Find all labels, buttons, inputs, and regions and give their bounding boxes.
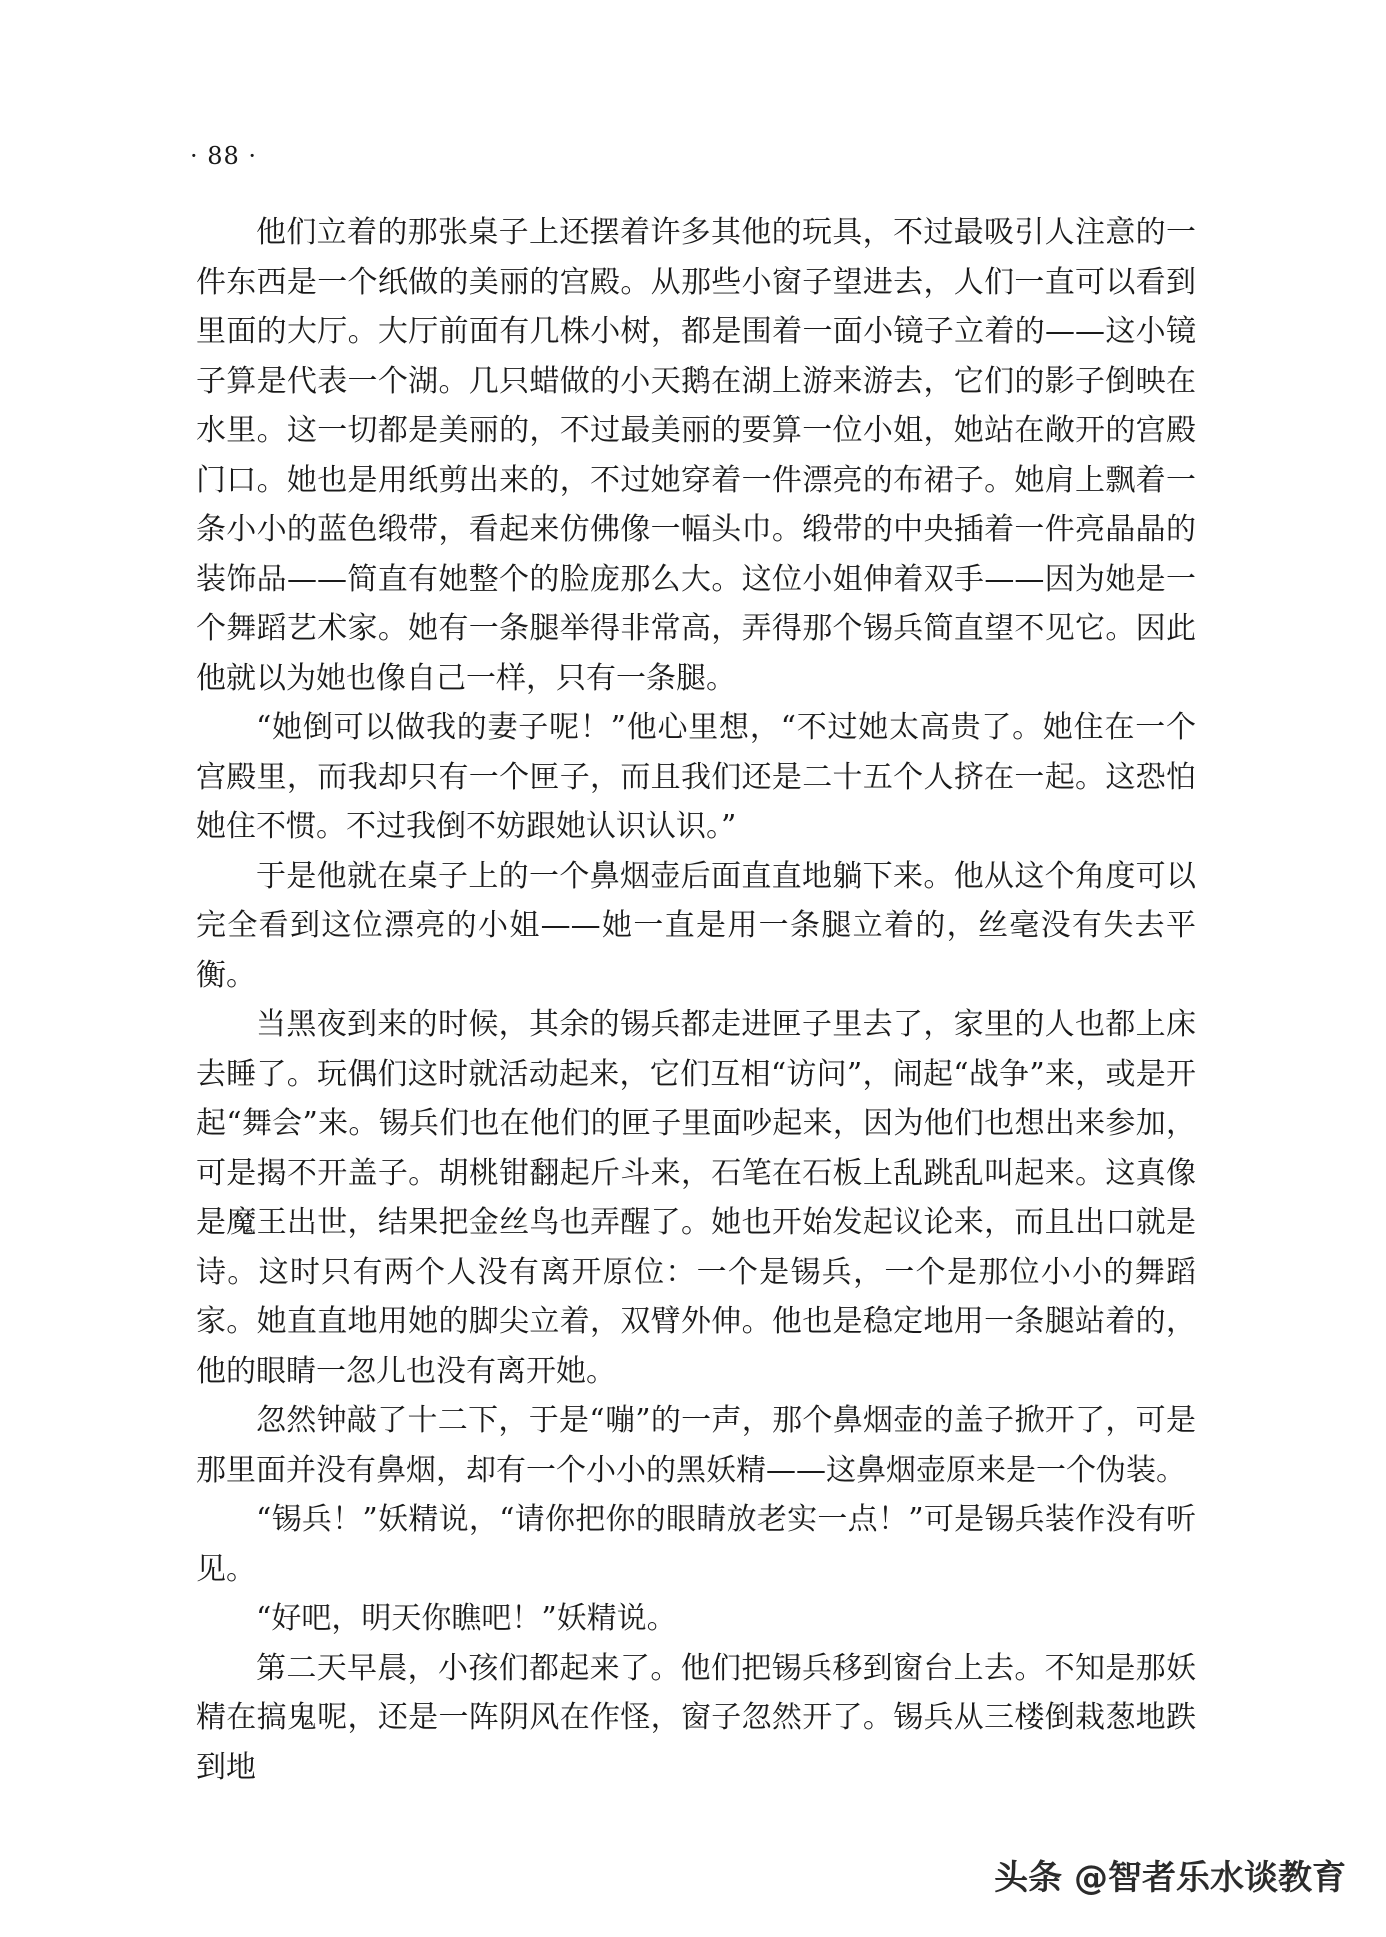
- paragraph: 当黑夜到来的时候，其余的锡兵都走进匣子里去了，家里的人也都上床去睡了。玩偶们这时就活动起来，它们互相“访问”，闹起“战争”来，或是开起“舞会”来。锡兵们也在他们的匣子里面吵起来，因为他们也想出来参加，可是揭不开盖子。胡桃钳翻起斤斗来，石笔在石板上乱跳乱叫起来。这真像是魔王出世，结果把金丝鸟也弄醒了。她也开始发起议论来，而且出口就是诗。这时只有两个人没有离开原位：一个是锡兵，一个是那位小小的舞蹈家。她直直地用她的脚尖立着，双臂外伸。他也是稳定地用一条腿站着的，他的眼睛一忽儿也没有离开她。: [196, 1007, 1196, 1389]
- paragraph: 他们立着的那张桌子上还摆着许多其他的玩具，不过最吸引人注意的一件东西是一个纸做的美丽的宫殿。从那些小窗子望进去，人们一直可以看到里面的大厅。大厅前面有几株小树，都是围着一面小镜子立着的——这小镜子算是代表一个湖。几只蜡做的小天鹅在湖上游来游去，它们的影子倒映在水里。这一切都是美丽的，不过最美丽的要算一位小姐，她站在敞开的宫殿门口。她也是用纸剪出来的，不过她穿着一件漂亮的布裙子。她肩上飘着一条小小的蓝色缎带，看起来仿佛像一幅头巾。缎带的中央插着一件亮晶晶的装饰品——简直有她整个的脸庞那么大。这位小姐伸着双手——因为她是一个舞蹈艺术家。她有一条腿举得非常高，弄得那个锡兵简直望不见它。因此他就以为她也像自己一样，只有一条腿。: [196, 215, 1196, 696]
- watermark-text: 头条 @智者乐水谈教育: [994, 1858, 1346, 1898]
- paragraph: “她倒可以做我的妻子呢！”他心里想，“不过她太高贵了。她住在一个宫殿里，而我却只有一个匣子，而且我们还是二十五个人挤在一起。这恐怕她住不惯。不过我倒不妨跟她认识认识。”: [196, 710, 1196, 844]
- paragraph: 忽然钟敲了十二下，于是“嘣”的一声，那个鼻烟壶的盖子掀开了，可是那里面并没有鼻烟，却有一个小小的黑妖精——这鼻烟壶原来是一个伪装。: [196, 1403, 1196, 1488]
- paragraph: 第二天早晨，小孩们都起来了。他们把锡兵移到窗台上去。不知是那妖精在搞鬼呢，还是一阵阴风在作怪，窗子忽然开了。锡兵从三楼倒栽葱地跌到地: [196, 1650, 1196, 1785]
- paragraph: 于是他就在桌子上的一个鼻烟壶后面直直地躺下来。他从这个角度可以完全看到这位漂亮的小姐——她一直是用一条腿立着的，丝毫没有失去平衡。: [196, 858, 1196, 993]
- paragraph: “好吧，明天你瞧吧！”妖精说。: [256, 1601, 677, 1636]
- body-text: [196, 208, 1196, 1792]
- paragraph: “锡兵！”妖精说，“请你把你的眼睛放老实一点！”可是锡兵装作没有听见。: [196, 1502, 1196, 1587]
- page-number: · 88 ·: [190, 142, 258, 170]
- watermark: [994, 1850, 1346, 1899]
